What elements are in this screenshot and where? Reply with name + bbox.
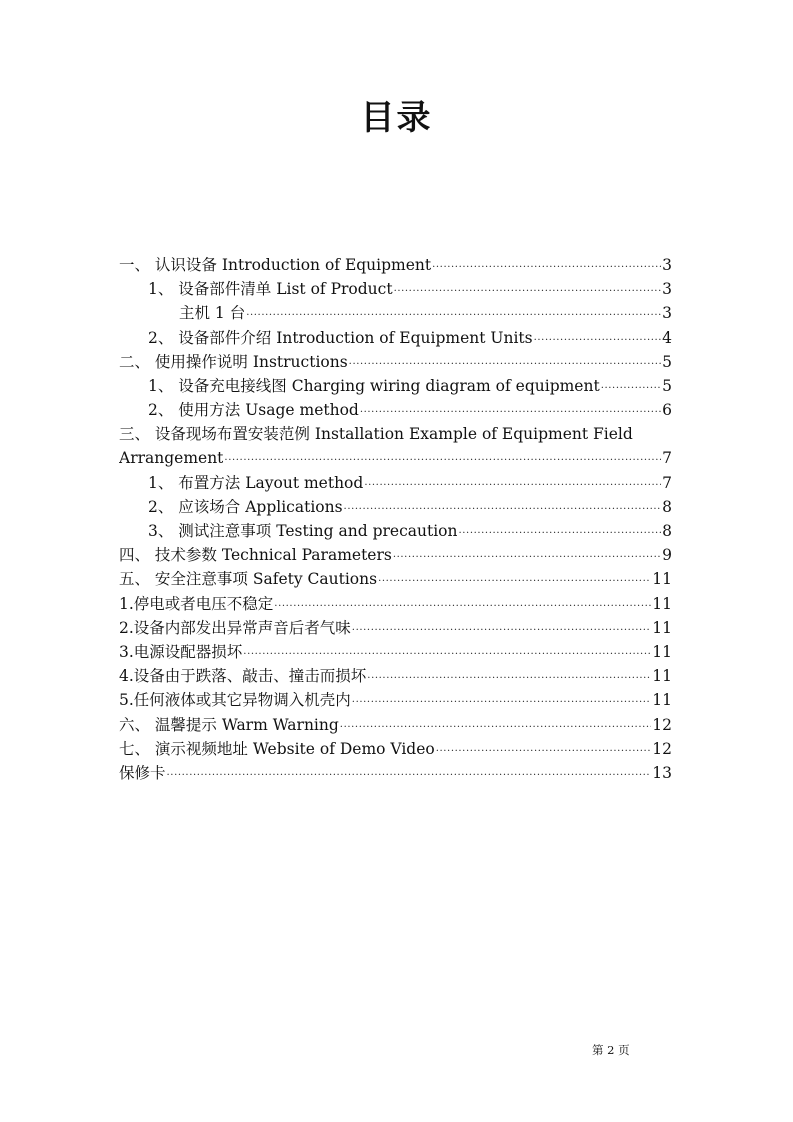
toc-entry-title: 2、 设备部件介绍 Introduction of Equipment Units xyxy=(148,328,533,347)
toc-entry-title: 2、 应该场合 Applications xyxy=(148,497,343,516)
toc-entry-title: Arrangement xyxy=(119,449,224,468)
toc-entry-page-number: 11 xyxy=(652,642,672,661)
toc-entry[interactable] xyxy=(119,350,672,374)
toc-entry-title: 五、 安全注意事项 Safety Cautions xyxy=(119,570,378,589)
toc-entry-title: 保修卡 xyxy=(119,763,166,782)
toc-dot-leader xyxy=(224,443,661,470)
toc-dot-leader xyxy=(367,661,651,688)
toc-dot-leader xyxy=(378,564,651,591)
toc-entry-title: 1、 设备充电接线图 Charging wiring diagram of equipment xyxy=(148,376,600,395)
toc-entry-page-number: 4 xyxy=(662,328,672,347)
toc-entry-page-number: 11 xyxy=(652,691,672,710)
toc-dot-leader xyxy=(534,323,662,350)
toc-dot-leader xyxy=(432,250,661,277)
toc-entry-title: 4.设备由于跌落、敲击、撞击而损坏 xyxy=(119,667,367,686)
toc-dot-leader xyxy=(352,685,651,712)
toc-entry-title: 5.任何液体或其它异物调入机壳内 xyxy=(119,691,351,710)
toc-dot-leader xyxy=(340,710,651,737)
table-of-contents xyxy=(119,253,672,785)
toc-dot-leader xyxy=(246,298,661,325)
toc-entry[interactable] xyxy=(119,761,672,785)
toc-dot-leader xyxy=(436,734,652,761)
toc-entry-title: 3、 测试注意事项 Testing and precaution xyxy=(148,522,458,541)
toc-entry-title: 一、 认识设备 Introduction of Equipment xyxy=(119,255,432,274)
toc-entry-title: 二、 使用操作说明 Instructions xyxy=(119,352,348,371)
toc-dot-leader xyxy=(352,613,651,640)
toc-entry-page-number: 11 xyxy=(652,594,672,613)
toc-entry-page-number: 9 xyxy=(662,546,672,565)
toc-entry-title: 四、 技术参数 Technical Parameters xyxy=(119,546,392,565)
toc-dot-leader xyxy=(360,395,661,422)
toc-dot-leader xyxy=(394,274,662,301)
toc-entry-title: 六、 温馨提示 Warm Warning xyxy=(119,715,339,734)
toc-entry-page-number: 3 xyxy=(662,280,672,299)
toc-entry-page-number: 11 xyxy=(652,618,672,637)
toc-entry-title: 1、 布置方法 Layout method xyxy=(148,473,364,492)
toc-entry-page-number: 11 xyxy=(652,570,672,589)
toc-entry-page-number: 13 xyxy=(652,763,672,782)
toc-entry-page-number: 3 xyxy=(662,304,672,323)
toc-entry-page-number: 7 xyxy=(662,473,672,492)
toc-entry-page-number: 7 xyxy=(662,449,672,468)
toc-entry-title: 主机 1 台 xyxy=(179,304,246,323)
toc-dot-leader xyxy=(601,371,661,398)
toc-entry-page-number: 12 xyxy=(652,715,672,734)
toc-dot-leader xyxy=(243,637,651,664)
toc-entry-page-number: 6 xyxy=(662,401,672,420)
toc-entry-page-number: 5 xyxy=(662,352,672,371)
toc-entry-title: 2.设备内部发出异常声音后者气味 xyxy=(119,618,351,637)
toc-entry-title: 1.停电或者电压不稳定 xyxy=(119,594,274,613)
toc-entry-page-number: 3 xyxy=(662,255,672,274)
page-title: 目录 xyxy=(360,98,433,138)
toc-entry-page-number: 8 xyxy=(662,497,672,516)
toc-dot-leader xyxy=(167,758,652,785)
toc-entry-page-number: 12 xyxy=(652,739,672,758)
toc-entry-page-number: 8 xyxy=(662,522,672,541)
toc-dot-leader xyxy=(274,589,651,616)
toc-dot-leader xyxy=(364,468,661,495)
toc-entry-title: 2、 使用方法 Usage method xyxy=(148,401,359,420)
toc-entry-page-number: 5 xyxy=(662,376,672,395)
toc-dot-leader xyxy=(344,492,662,519)
toc-entry-title: 七、 演示视频地址 Website of Demo Video xyxy=(119,739,435,758)
page-number-footer: 第 2 页 xyxy=(592,1043,630,1057)
toc-dot-leader xyxy=(458,516,661,543)
toc-dot-leader xyxy=(349,347,661,374)
toc-entry-page-number: 11 xyxy=(652,667,672,686)
toc-entry[interactable] xyxy=(119,398,672,422)
toc-entry-title: 1、 设备部件清单 List of Product xyxy=(148,280,393,299)
toc-entry-title: 3.电源设配器损坏 xyxy=(119,642,243,661)
toc-dot-leader xyxy=(393,540,661,567)
toc-entry-heading-line[interactable]: 三、 设备现场布置安装范例 Installation Example of Equipment Field xyxy=(119,425,633,444)
